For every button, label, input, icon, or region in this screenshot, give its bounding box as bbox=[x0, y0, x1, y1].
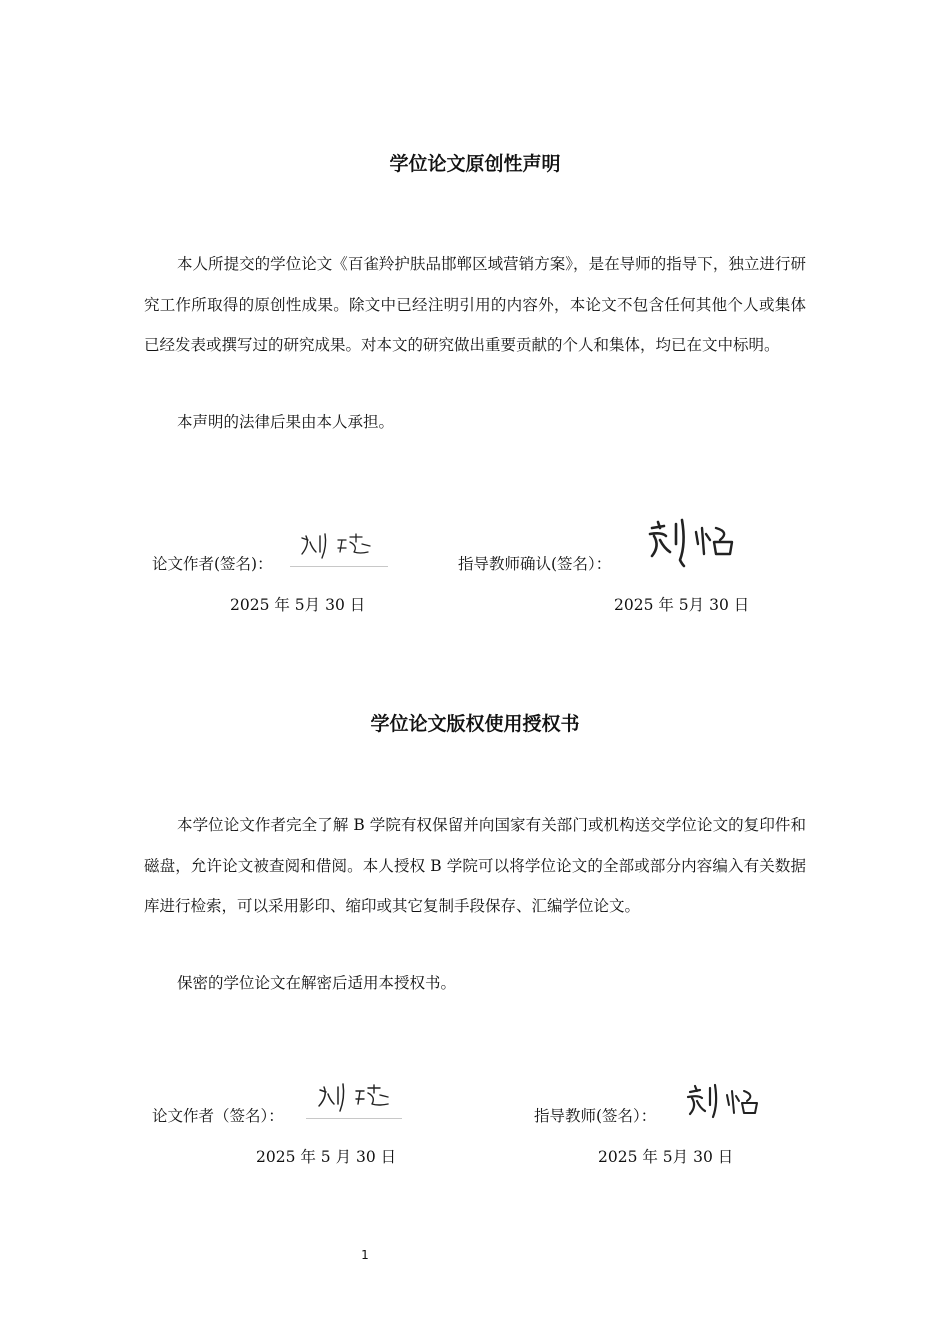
declaration-author-date: 2025 年 5月 30 日 bbox=[230, 596, 366, 614]
declaration-paragraph-2: 本声明的法律后果由本人承担。 bbox=[177, 413, 395, 431]
authorization-author-label: 论文作者（签名）： bbox=[152, 1107, 284, 1125]
page-number: 1 bbox=[361, 1248, 369, 1262]
declaration-author-signature-image bbox=[292, 528, 388, 564]
authorization-paragraph-2: 保密的学位论文在解密后适用本授权书。 bbox=[177, 974, 457, 992]
authorization-paragraph-1: 本学位论文作者完全了解 B 学院有权保留并向国家有关部门或机构送交学位论文的复印件和磁盘，允许论文被查阅和借阅。本人授权 B 学院可以将学位论文的全部或部分内容编入有关数据库进行检索，可以采用影印、缩印或其它复制手段保存、汇编学位论文。 bbox=[144, 816, 806, 915]
declaration-advisor-label: 指导教师确认(签名）： bbox=[458, 555, 612, 573]
authorization-author-date: 2025 年 5 月 30 日 bbox=[256, 1148, 397, 1166]
declaration-author-signature-line bbox=[290, 566, 388, 567]
authorization-author-signature-image bbox=[308, 1078, 404, 1118]
authorization-author-signature-line bbox=[306, 1118, 402, 1119]
authorization-advisor-signature-image bbox=[684, 1080, 768, 1124]
authorization-advisor-label: 指导教师(签名）： bbox=[534, 1107, 657, 1125]
declaration-author-label: 论文作者(签名)： bbox=[152, 555, 273, 573]
declaration-advisor-date: 2025 年 5月 30 日 bbox=[614, 596, 750, 614]
declaration-advisor-signature-image bbox=[644, 514, 744, 570]
declaration-paragraph-1: 本人所提交的学位论文《百雀羚护肤品邯郸区域营销方案》，是在导师的指导下，独立进行研究工作所取得的原创性成果。除文中已经注明引用的内容外，本论文不包含任何其他个人或集体已经发表或撰写过的研究成果。对本文的研究做出重要贡献的个人和集体，均已在文中标明。 bbox=[144, 255, 806, 354]
authorization-title: 学位论文版权使用授权书 bbox=[370, 713, 580, 735]
declaration-title: 学位论文原创性声明 bbox=[389, 153, 561, 175]
authorization-advisor-date: 2025 年 5月 30 日 bbox=[598, 1148, 734, 1166]
